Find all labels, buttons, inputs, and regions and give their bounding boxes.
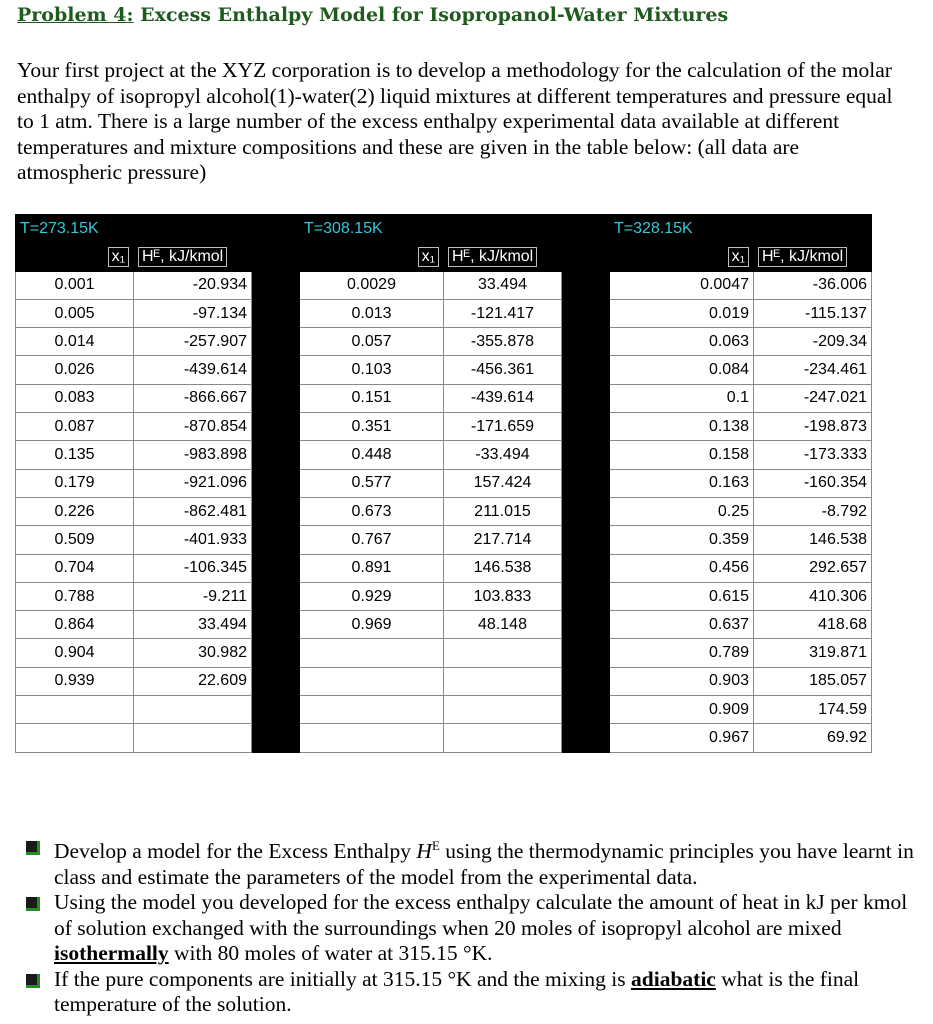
column-separator <box>252 356 300 384</box>
table-cell: 174.59 <box>754 696 872 724</box>
table-cell <box>444 667 562 695</box>
column-separator <box>252 582 300 610</box>
column-separator <box>562 696 610 724</box>
table-cell: 0.789 <box>610 639 754 667</box>
column-separator <box>562 611 610 639</box>
column-separator <box>252 243 300 271</box>
table-cell: 0.013 <box>300 299 444 327</box>
table-cell: 0.179 <box>16 469 134 497</box>
problem-title <box>17 4 728 26</box>
table-cell: 0.005 <box>16 299 134 327</box>
table-cell: 0.929 <box>300 582 444 610</box>
table-cell: -36.006 <box>754 271 872 299</box>
table-cell: 0.904 <box>16 639 134 667</box>
table-cell: 69.92 <box>754 724 872 752</box>
task-item-model: Develop a model for the Excess Enthalpy $H^E$ using the thermodynamic principles you have learnt in class and estimate the parameters of the model from the experimental data. <box>22 834 917 890</box>
table-cell: -20.934 <box>134 271 252 299</box>
table-row <box>16 413 872 441</box>
table-cell <box>16 696 134 724</box>
table-cell: -97.134 <box>134 299 252 327</box>
table-cell: -171.659 <box>444 413 562 441</box>
table-cell: 0.057 <box>300 328 444 356</box>
column-separator <box>562 215 610 243</box>
table-cell: 0.864 <box>16 611 134 639</box>
table-cell: 0.767 <box>300 526 444 554</box>
table-row <box>16 299 872 327</box>
column-separator <box>562 384 610 412</box>
table-cell: 0.083 <box>16 384 134 412</box>
table-cell <box>300 696 444 724</box>
column-separator <box>562 469 610 497</box>
table-cell: 0.0047 <box>610 271 754 299</box>
table-cell: 22.609 <box>134 667 252 695</box>
table-cell: -862.481 <box>134 497 252 525</box>
temp-header-328: T=328.15K <box>610 215 872 243</box>
table-cell <box>444 639 562 667</box>
column-separator <box>252 667 300 695</box>
table-cell: 0.103 <box>300 356 444 384</box>
he-header: Hᴱ, kJ/kmol <box>134 243 252 271</box>
table-row <box>16 441 872 469</box>
bullet-square-icon <box>26 841 40 855</box>
column-separator <box>252 441 300 469</box>
table-cell: 48.148 <box>444 611 562 639</box>
column-separator <box>562 271 610 299</box>
table-cell <box>300 724 444 752</box>
table-cell: 0.25 <box>610 497 754 525</box>
table-cell: 0.351 <box>300 413 444 441</box>
table-row <box>16 611 872 639</box>
table-cell: 0.673 <box>300 497 444 525</box>
table-cell: -257.907 <box>134 328 252 356</box>
table-cell: 103.833 <box>444 582 562 610</box>
table-cell: 0.939 <box>16 667 134 695</box>
column-separator <box>562 497 610 525</box>
table-cell: -866.667 <box>134 384 252 412</box>
table-row <box>16 554 872 582</box>
table-cell: 0.509 <box>16 526 134 554</box>
table-cell: 0.577 <box>300 469 444 497</box>
column-separator <box>252 554 300 582</box>
table-cell: 0.1 <box>610 384 754 412</box>
table-cell: -983.898 <box>134 441 252 469</box>
table-cell: -401.933 <box>134 526 252 554</box>
table-cell <box>444 696 562 724</box>
table-cell: -355.878 <box>444 328 562 356</box>
table-cell: -106.345 <box>134 554 252 582</box>
table-cell: 0.084 <box>610 356 754 384</box>
table-cell: 0.704 <box>16 554 134 582</box>
table-cell: 0.448 <box>300 441 444 469</box>
table-row <box>16 667 872 695</box>
table-cell: 0.0029 <box>300 271 444 299</box>
table-cell: 0.637 <box>610 611 754 639</box>
table-cell: -33.494 <box>444 441 562 469</box>
table-cell: 0.163 <box>610 469 754 497</box>
column-separator <box>562 554 610 582</box>
column-separator <box>252 215 300 243</box>
table-cell: -9.211 <box>134 582 252 610</box>
table-cell: -173.333 <box>754 441 872 469</box>
table-cell: 0.359 <box>610 526 754 554</box>
task-item-adiabatic: If the pure components are initially at 315.15 °K and the mixing is adiabatic what is the final temperature of the solution. <box>22 967 917 1018</box>
column-separator <box>562 243 610 271</box>
column-separator <box>252 469 300 497</box>
table-row <box>16 271 872 299</box>
column-separator <box>252 299 300 327</box>
table-cell: 0.909 <box>610 696 754 724</box>
table-row <box>16 497 872 525</box>
table-row <box>16 356 872 384</box>
column-separator <box>562 639 610 667</box>
table-cell: 292.657 <box>754 554 872 582</box>
excess-enthalpy-table <box>15 214 872 753</box>
column-separator <box>252 497 300 525</box>
table-cell: -160.354 <box>754 469 872 497</box>
problem-title-text: Excess Enthalpy Model for Isopropanol-Water Mixtures <box>140 4 729 26</box>
table-cell: 0.135 <box>16 441 134 469</box>
table-cell <box>134 724 252 752</box>
table-cell: 0.014 <box>16 328 134 356</box>
table-cell: 0.001 <box>16 271 134 299</box>
column-separator <box>252 696 300 724</box>
column-separator <box>252 384 300 412</box>
column-separator <box>562 441 610 469</box>
table-cell: 211.015 <box>444 497 562 525</box>
x1-header: x₁ <box>16 243 134 271</box>
table-body <box>16 215 872 753</box>
table-cell: 33.494 <box>134 611 252 639</box>
column-separator <box>252 639 300 667</box>
column-separator <box>252 611 300 639</box>
table-cell <box>300 639 444 667</box>
column-separator <box>562 328 610 356</box>
table-cell: -121.417 <box>444 299 562 327</box>
table-row <box>16 328 872 356</box>
table-cell: 146.538 <box>444 554 562 582</box>
column-separator <box>252 526 300 554</box>
temp-header-273: T=273.15K <box>16 215 252 243</box>
table-cell: -234.461 <box>754 356 872 384</box>
temp-header-308: T=308.15K <box>300 215 562 243</box>
table-cell: -247.021 <box>754 384 872 412</box>
table-cell: 410.306 <box>754 582 872 610</box>
he-header: Hᴱ, kJ/kmol <box>444 243 562 271</box>
table-cell: -115.137 <box>754 299 872 327</box>
table-cell: 0.087 <box>16 413 134 441</box>
column-separator <box>562 526 610 554</box>
column-separator <box>562 667 610 695</box>
column-separator <box>562 356 610 384</box>
intro-paragraph: Your first project at the XYZ corporation is to develop a methodology for the calculation of the molar enthalpy of isopropyl alcohol(1)-water(2) liquid mixtures at different temperatures and pressure equal to 1 atm. There is a large number of the excess enthalpy experimental data available at different temperatures and mixture compositions and these are given in the table below: (all data are atmospheric pressure) <box>17 58 893 184</box>
table-cell <box>16 724 134 752</box>
table-row <box>16 582 872 610</box>
x1-header: x₁ <box>300 243 444 271</box>
table-row <box>16 526 872 554</box>
table-cell: -198.873 <box>754 413 872 441</box>
table-row <box>16 639 872 667</box>
table-cell <box>134 696 252 724</box>
table-cell: 0.891 <box>300 554 444 582</box>
table-cell <box>300 667 444 695</box>
table-cell <box>444 724 562 752</box>
column-separator <box>252 724 300 752</box>
table-cell: -439.614 <box>134 356 252 384</box>
bullet-square-icon <box>26 974 40 988</box>
column-separator <box>562 724 610 752</box>
table-cell: -8.792 <box>754 497 872 525</box>
table-row <box>16 469 872 497</box>
table-cell: 0.151 <box>300 384 444 412</box>
table-cell: 0.226 <box>16 497 134 525</box>
table-row <box>16 696 872 724</box>
temperature-header-row <box>16 215 872 243</box>
table-cell: 157.424 <box>444 469 562 497</box>
table-cell: 0.063 <box>610 328 754 356</box>
column-separator <box>562 582 610 610</box>
table-row <box>16 384 872 412</box>
table-cell: 0.903 <box>610 667 754 695</box>
task-list <box>22 834 917 1018</box>
table-cell: 0.969 <box>300 611 444 639</box>
table-cell: 0.019 <box>610 299 754 327</box>
he-header: Hᴱ, kJ/kmol <box>754 243 872 271</box>
table-cell: 0.456 <box>610 554 754 582</box>
table-cell: -870.854 <box>134 413 252 441</box>
column-separator <box>252 271 300 299</box>
task-item-isothermal: Using the model you developed for the excess enthalpy calculate the amount of heat in kJ per kmol of solution exchanged with the surroundings when 20 moles of isopropyl alcohol are mixed isothermally with 80 moles of water at 315.15 °K. <box>22 890 917 967</box>
table-cell: -921.096 <box>134 469 252 497</box>
table-cell: 146.538 <box>754 526 872 554</box>
table-cell: -456.361 <box>444 356 562 384</box>
bullet-square-icon <box>26 897 40 911</box>
table-cell: 30.982 <box>134 639 252 667</box>
column-header-row <box>16 243 872 271</box>
column-separator <box>562 413 610 441</box>
table-cell: -439.614 <box>444 384 562 412</box>
table-cell: 418.68 <box>754 611 872 639</box>
table-cell: 0.138 <box>610 413 754 441</box>
column-separator <box>252 413 300 441</box>
column-separator <box>562 299 610 327</box>
problem-label: Problem 4: <box>17 4 134 26</box>
table-cell: 0.615 <box>610 582 754 610</box>
x1-header: x₁ <box>610 243 754 271</box>
table-cell: 0.788 <box>16 582 134 610</box>
table-cell: 0.967 <box>610 724 754 752</box>
table-cell: 33.494 <box>444 271 562 299</box>
table-cell: 319.871 <box>754 639 872 667</box>
table-row <box>16 724 872 752</box>
table-cell: 217.714 <box>444 526 562 554</box>
column-separator <box>252 328 300 356</box>
table-cell: -209.34 <box>754 328 872 356</box>
table-cell: 0.158 <box>610 441 754 469</box>
table-cell: 0.026 <box>16 356 134 384</box>
table-cell: 185.057 <box>754 667 872 695</box>
